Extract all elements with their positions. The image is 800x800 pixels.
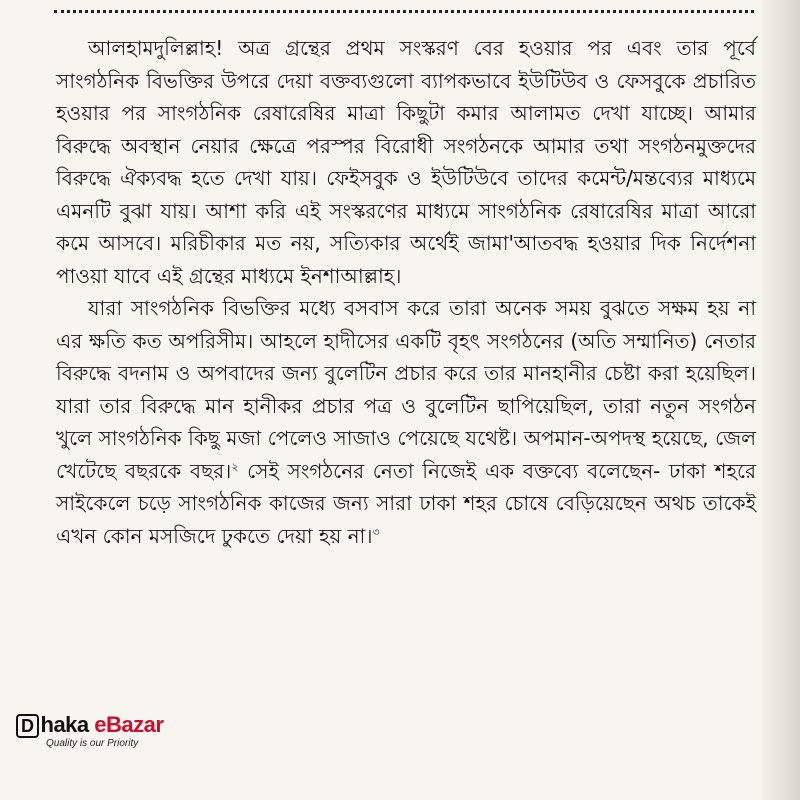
watermark-logo-haka: haka [40, 712, 95, 737]
watermark-logo-d: D [16, 714, 39, 738]
dhakaebazar-watermark [16, 712, 191, 758]
watermark-logo-bazar: eBazar [94, 712, 164, 737]
paragraph-2-text-b: সেই সংগঠনের নেতা নিজেই এক বক্তব্যে বলেছেন- ঢাকা শহরে সাইকেলে চড়ে সাংগঠনিক কাজের জন্য সারা ঢাকা শহর চোষে বেড়িয়েছেন অথচ তাকেই এখন কোন মসজিদে ঢুকতে দেয়া হয় না। [56, 458, 756, 548]
paragraph-2 [56, 292, 756, 552]
watermark-tagline: Quality is our Priority [46, 738, 139, 749]
paragraph-1 [56, 32, 756, 292]
footnote-marker-2: ২ [231, 459, 239, 473]
paragraph-1-text: আলহামদুলিল্লাহ! অত্র গ্রন্থের প্রথম সংস্করণ বের হওয়ার পর এবং তার পূর্বে সাংগঠনিক বিভক্তির উপরে দেয়া বক্তব্যগুলো ব্যাপকভাবে ইউটিউব ও ফেসবুকে প্রচারিত হওয়ার পর সাংগঠনিক রেষারেষির মাত্রা কিছুটা কমার আলামত দেখা যাচ্ছে। আমার বিরুদ্ধে অবস্থান নেয়ার ক্ষেত্রে পরস্পর বিরোধী সংগঠনকে আমার তথা সংগঠনমুক্তদের বিরুদ্ধে ঐক্যবদ্ধ হতে দেখা যায়। ফেইসবুক ও ইউটিউবে তাদের কমেন্ট/মন্তব্যের মাধ্যমে এমনটি বুঝা যায়। আশা করি এই সংস্করণের মাধ্যমে সাংগঠনিক রেষারেষির মাত্রা আরো কমে আসবে। মরিচীকার মত নয়, সত্যিকার অর্থেই জামা'আতবদ্ধ হওয়ার দিক নির্দেশনা পাওয়া যাবে এই গ্রন্থের মাধ্যমে ইনশাআল্লাহ। [56, 36, 756, 288]
body-text [56, 32, 756, 552]
watermark-logo [16, 712, 191, 738]
footnote-marker-3: ৩ [372, 524, 380, 538]
paragraph-2-text-a: যারা সাংগঠনিক বিভক্তির মধ্যে বসবাস করে তারা অনেক সময় বুঝতে সক্ষম হয় না এর ক্ষতি কত অপরিসীম। আহলে হাদীসের একটি বৃহৎ সংগঠনের (অতি সম্মানিত) নেতার বিরুদ্ধে বদনাম ও অপবাদের জন্য বুলেটিন প্রচার করে তার মানহানীর চেষ্টা করা হয়েছিল। যারা তার বিরুদ্ধে মান হানীকর প্রচার পত্র ও বুলেটিন ছাপিয়েছিল, তারা নতুন সংগঠন খুলে সাংগঠনিক কিছু মজা পেলেও সাজাও পেয়েছে যথেষ্ট। অপমান-অপদস্থ হয়েছে, জেল খেটেছে বছরকে বছর। [56, 296, 756, 483]
paper-edge-shadow [762, 0, 800, 800]
dotted-header-rule [54, 10, 754, 13]
